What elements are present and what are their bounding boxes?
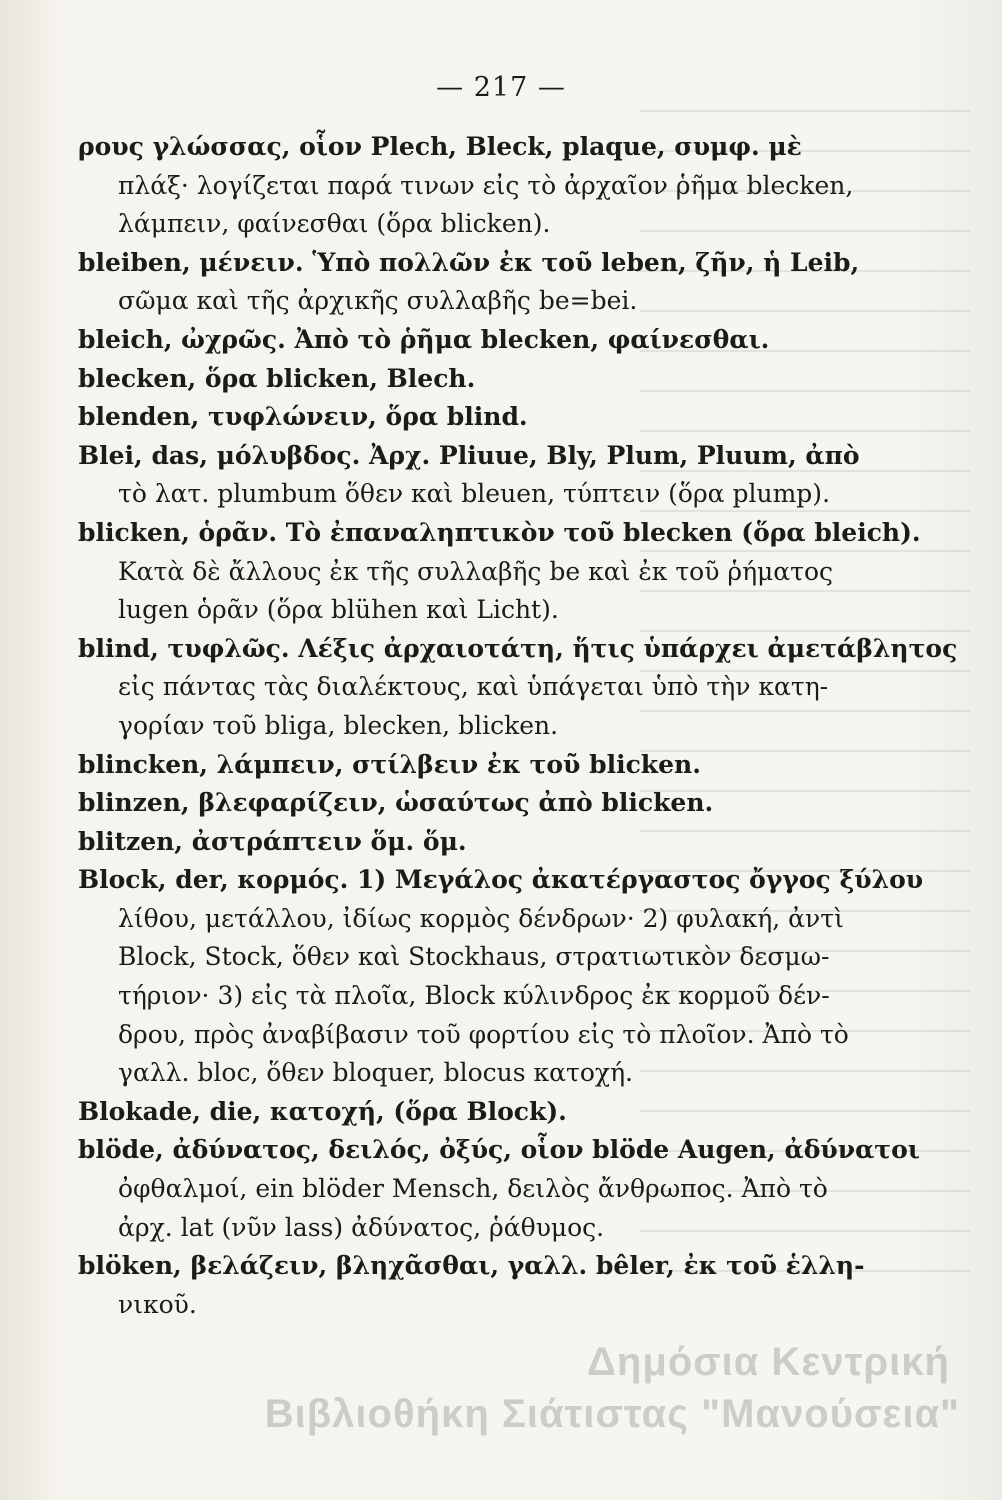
entry-headword-line: blecken, ὅρα blicken, Blech.: [78, 363, 476, 393]
entry-continuation-line: lugen ὁρᾶν (ὅρα blühen καὶ Licht).: [118, 595, 559, 625]
entry-headword-line: blöde, ἀδύνατος, δειλός, ὀξύς, οἷον blöde Augen, ἀδύνατοι: [78, 1135, 920, 1165]
entry-continuation-line: Block, Stock, ὅθεν καὶ Stockhaus, στρατιωτικὸν δεσμω-: [118, 942, 830, 972]
entry-continuation-line: σῶμα καὶ τῆς ἀρχικῆς συλλαβῆς be=bei.: [118, 286, 638, 316]
entry-continuation-line: τὸ λατ. plumbum ὅθεν καὶ bleuen, τύπτειν (ὅρα plump).: [118, 479, 831, 509]
library-watermark-line1: Δημόσια Κεντρική: [587, 1340, 950, 1384]
entry-headword-line: blitzen, ἀστράπτειν ὅμ. ὅμ.: [78, 826, 467, 856]
entry-headword-line: blöken, βελάζειν, βληχᾶσθαι, γαλλ. bêler, ἐκ τοῦ ἑλλη-: [78, 1251, 865, 1281]
entry-continuation-line: γορίαν τοῦ bliga, blecken, blicken.: [118, 710, 559, 740]
entry-continuation-line: γαλλ. bloc, ὅθεν bloquer, blocus κατοχή.: [118, 1058, 633, 1088]
entry-continuation-line: δρου, πρὸς ἀναβίβασιν τοῦ φορτίου εἰς τὸ πλοῖον. Ἀπὸ τὸ: [118, 1019, 849, 1049]
entry-headword-line: Blokade, die, κατοχή, (ὅρα Block).: [78, 1096, 567, 1126]
entry-headword-line: Block, der, κορμός. 1) Μεγάλος ἀκατέργαστος ὄγγος ξύλου: [78, 865, 924, 895]
entry-continuation-line: νικοῦ.: [118, 1289, 197, 1319]
entry-headword-line: bleiben, μένειν. Ὑπὸ πολλῶν ἐκ τοῦ leben, ζῆν, ἡ Leib,: [78, 247, 860, 277]
dictionary-entries: [78, 128, 958, 1324]
entry-headword-line: Blei, das, μόλυβδος. Ἀρχ. Pliuue, Bly, Plum, Pluum, ἀπὸ: [78, 440, 860, 470]
entry-continuation-line: ὀφθαλμοί, ein blöder Mensch, δειλὸς ἄνθρωπος. Ἀπὸ τὸ: [118, 1174, 828, 1204]
entry-continuation-line: ἀρχ. lat (νῦν lass) ἀδύνατος, ῥάθυμος.: [118, 1212, 605, 1242]
entry-headword-line: blenden, τυφλώνειν, ὅρα blind.: [78, 402, 528, 432]
library-watermark-line2: Βιβλιοθήκη Σιάτιστας "Μανούσεια": [264, 1392, 960, 1436]
entry-headword-line: bleich, ὠχρῶς. Ἀπὸ τὸ ῥῆμα blecken, φαίνεσθαι.: [78, 324, 770, 354]
entry-headword-line: blicken, ὁρᾶν. Τὸ ἐπαναληπτικὸν τοῦ blecken (ὅρα bleich).: [78, 517, 921, 547]
entry-continuation-line: λίθου, μετάλλου, ἰδίως κορμὸς δένδρων· 2) φυλακή, ἀντὶ: [118, 903, 844, 933]
entry-continuation-line: Κατὰ δὲ ἄλλους ἐκ τῆς συλλαβῆς be καὶ ἐκ τοῦ ῥήματος: [118, 556, 834, 586]
entry-headword-line: blinzen, βλεφαρίζειν, ὡσαύτως ἀπὸ blicken.: [78, 788, 714, 818]
entry-continuation-line: τήριον· 3) εἰς τὰ πλοῖα, Block κύλινδρος ἐκ κορμοῦ δέν-: [118, 981, 830, 1011]
entry-continuation-line: λάμπειν, φαίνεσθαι (ὅρα blicken).: [118, 209, 551, 239]
entry-headword-line: blind, τυφλῶς. Λέξις ἀρχαιοτάτη, ἥτις ὑπάρχει ἀμετάβλητος: [78, 633, 958, 663]
page-number: — 217 —: [436, 72, 566, 103]
entry-headword-line: blincken, λάμπειν, στίλβειν ἐκ τοῦ blicken.: [78, 749, 701, 779]
entry-continuation-line: πλάξ· λογίζεται παρά τινων εἰς τὸ ἀρχαῖον ῥῆμα blecken,: [118, 170, 854, 200]
entry-continuation-line: εἰς πάντας τὰς διαλέκτους, καὶ ὑπάγεται ὑπὸ τὴν κατη-: [118, 672, 829, 702]
entry-headword-line: ρους γλώσσας, οἷον Plech, Bleck, plaque, συμφ. μὲ: [78, 132, 802, 161]
